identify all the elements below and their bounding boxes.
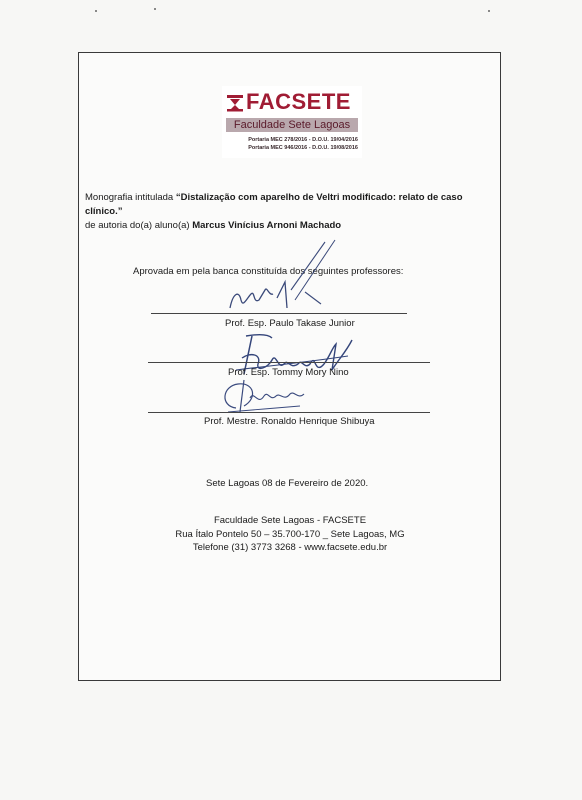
scan-speck [488, 10, 490, 12]
signature-line-3 [148, 412, 430, 413]
footer-contact: Telefone (31) 3773 3268 - www.facsete.edu.br [192, 542, 388, 553]
monograph-title: “Distalização com aparelho de Veltri modificado: relato de caso clínico.” [85, 192, 463, 217]
approval-text: Aprovada em pela banca constituída dos seguintes professores: [133, 266, 404, 277]
institution-footer [160, 514, 420, 555]
logo-portaria-1: Portaria MEC 278/2016 - D.O.U. 19/04/2016 [248, 137, 358, 143]
scan-speck [154, 8, 156, 10]
footer-institution: Faculdade Sete Lagoas - FACSETE [213, 515, 367, 526]
professor-3-name: Prof. Mestre. Ronaldo Henrique Shibuya [204, 416, 375, 427]
authorship-prefix: de autoria do(a) aluno(a) [85, 220, 193, 231]
scan-speck [95, 10, 97, 12]
signature-1 [225, 238, 355, 316]
signature-line-2 [148, 362, 430, 363]
intro-prefix: Monografia intitulada [85, 192, 176, 203]
facsete-emblem-icon [226, 94, 244, 112]
logo-subtitle: Faculdade Sete Lagoas [226, 118, 358, 132]
facsete-logo [222, 86, 362, 158]
signature-3 [214, 376, 314, 416]
signature-line-1 [151, 313, 407, 314]
professor-1-name: Prof. Esp. Paulo Takase Junior [225, 318, 355, 329]
date-line: Sete Lagoas 08 de Fevereiro de 2020. [206, 478, 369, 489]
professor-2-name: Prof. Esp. Tommy Mory Nino [228, 367, 349, 378]
footer-address: Rua Ítalo Pontelo 50 – 35.700-170 _ Sete Lagoas, MG [175, 528, 405, 540]
logo-portaria-2: Portaria MEC 946/2016 - D.O.U. 19/08/2016 [248, 145, 358, 151]
author-name: Marcus Vinícius Arnoni Machado [192, 220, 342, 231]
logo-name: FACSETE [246, 89, 351, 114]
monograph-intro [85, 191, 495, 233]
